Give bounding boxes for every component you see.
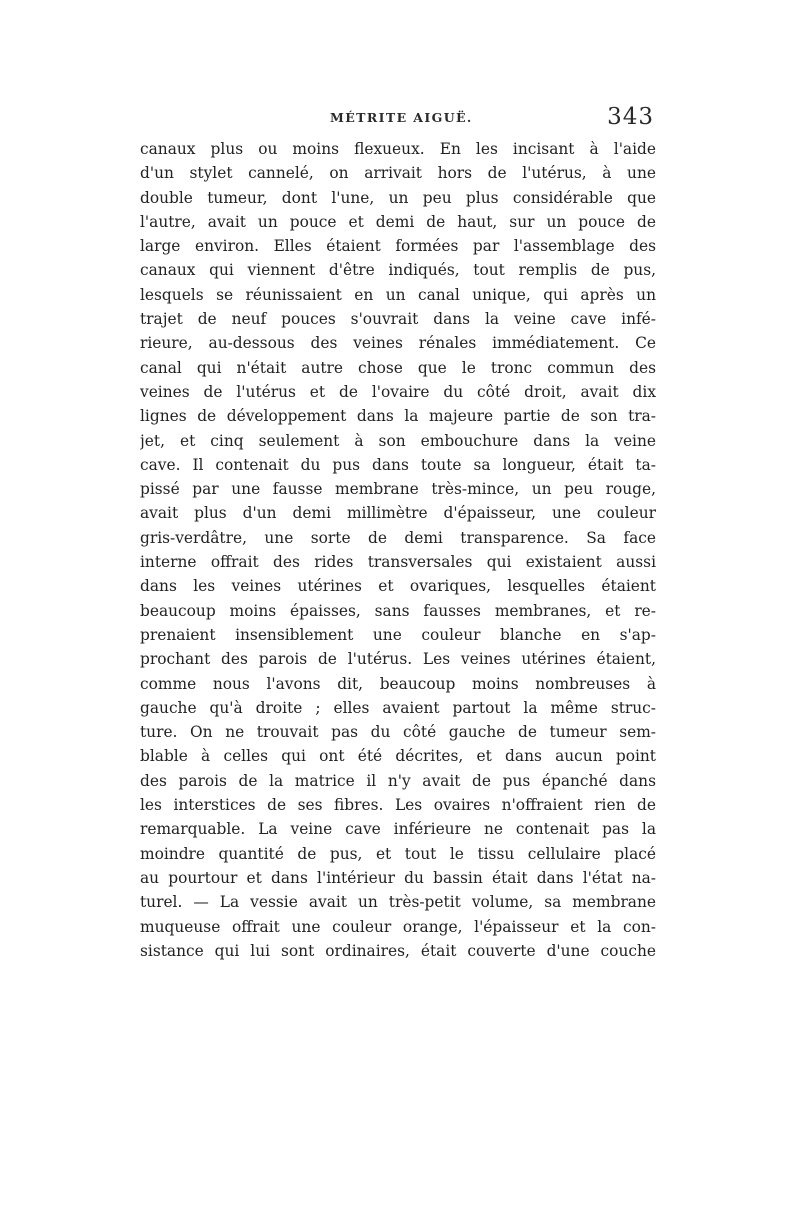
text-line: lesquels se réunissaient en un canal unique, qui après un <box>140 285 656 304</box>
text-line: jet, et cinq seulement à son embouchure dans la veine <box>140 431 656 450</box>
running-title: MÉTRITE AIGUË. <box>330 110 473 125</box>
text-line: rieure, au-dessous des veines rénales immédiatement. Ce <box>140 334 656 353</box>
text-line: sistance qui lui sont ordinaires, était couverte d'une couche <box>140 941 656 960</box>
text-line: comme nous l'avons dit, beaucoup moins nombreuses à <box>140 674 656 693</box>
text-line: trajet de neuf pouces s'ouvrait dans la veine cave infé- <box>140 310 656 329</box>
text-line: canal qui n'était autre chose que le tronc commun des <box>140 358 656 377</box>
text-line: beaucoup moins épaisses, sans fausses membranes, et re- <box>140 601 656 620</box>
text-line: pissé par une fausse membrane très-mince, un peu rouge, <box>140 480 656 499</box>
text-line: cave. Il contenait du pus dans toute sa longueur, était ta- <box>140 455 656 474</box>
page-number: 343 <box>607 104 654 130</box>
text-line: large environ. Elles étaient formées par l'assemblage des <box>140 237 656 256</box>
text-line: l'autre, avait un pouce et demi de haut, sur un pouce de <box>140 212 656 231</box>
page-header <box>138 104 656 134</box>
text-line: blable à celles qui ont été décrites, et dans aucun point <box>140 747 656 766</box>
text-line: dans les veines utérines et ovariques, lesquelles étaient <box>140 577 656 596</box>
text-line: avait plus d'un demi millimètre d'épaisseur, une couleur <box>140 504 656 523</box>
text-line: turel. — La vessie avait un très-petit volume, sa membrane <box>140 893 656 912</box>
text-line: prochant des parois de l'utérus. Les veines utérines étaient, <box>140 650 656 669</box>
text-line: au pourtour et dans l'intérieur du bassin était dans l'état na- <box>140 868 656 887</box>
text-line: gauche qu'à droite ; elles avaient partout la même struc- <box>140 698 656 717</box>
text-line: canaux qui viennent d'être indiqués, tout remplis de pus, <box>140 261 656 280</box>
text-line: gris-verdâtre, une sorte de demi transparence. Sa face <box>140 528 656 547</box>
text-line: double tumeur, dont l'une, un peu plus considérable que <box>140 188 656 207</box>
text-line: prenaient insensiblement une couleur blanche en s'ap- <box>140 625 656 644</box>
text-line: ture. On ne trouvait pas du côté gauche de tumeur sem- <box>140 723 656 742</box>
text-line: muqueuse offrait une couleur orange, l'épaisseur et la con- <box>140 917 656 936</box>
text-line: canaux plus ou moins flexueux. En les incisant à l'aide <box>140 140 656 158</box>
text-line: lignes de développement dans la majeure partie de son tra- <box>140 407 656 426</box>
text-line: les interstices de ses fibres. Les ovaires n'offraient rien de <box>140 796 656 815</box>
text-line: interne offrait des rides transversales qui existaient aussi <box>140 553 656 572</box>
body-text <box>140 137 656 963</box>
text-line: veines de l'utérus et de l'ovaire du côté droit, avait dix <box>140 382 656 401</box>
text-line: remarquable. La veine cave inférieure ne contenait pas la <box>140 820 656 839</box>
text-line: moindre quantité de pus, et tout le tissu cellulaire placé <box>140 844 656 863</box>
text-line: d'un stylet cannelé, on arrivait hors de l'utérus, à une <box>140 164 656 183</box>
text-line: des parois de la matrice il n'y avait de pus épanché dans <box>140 771 656 790</box>
